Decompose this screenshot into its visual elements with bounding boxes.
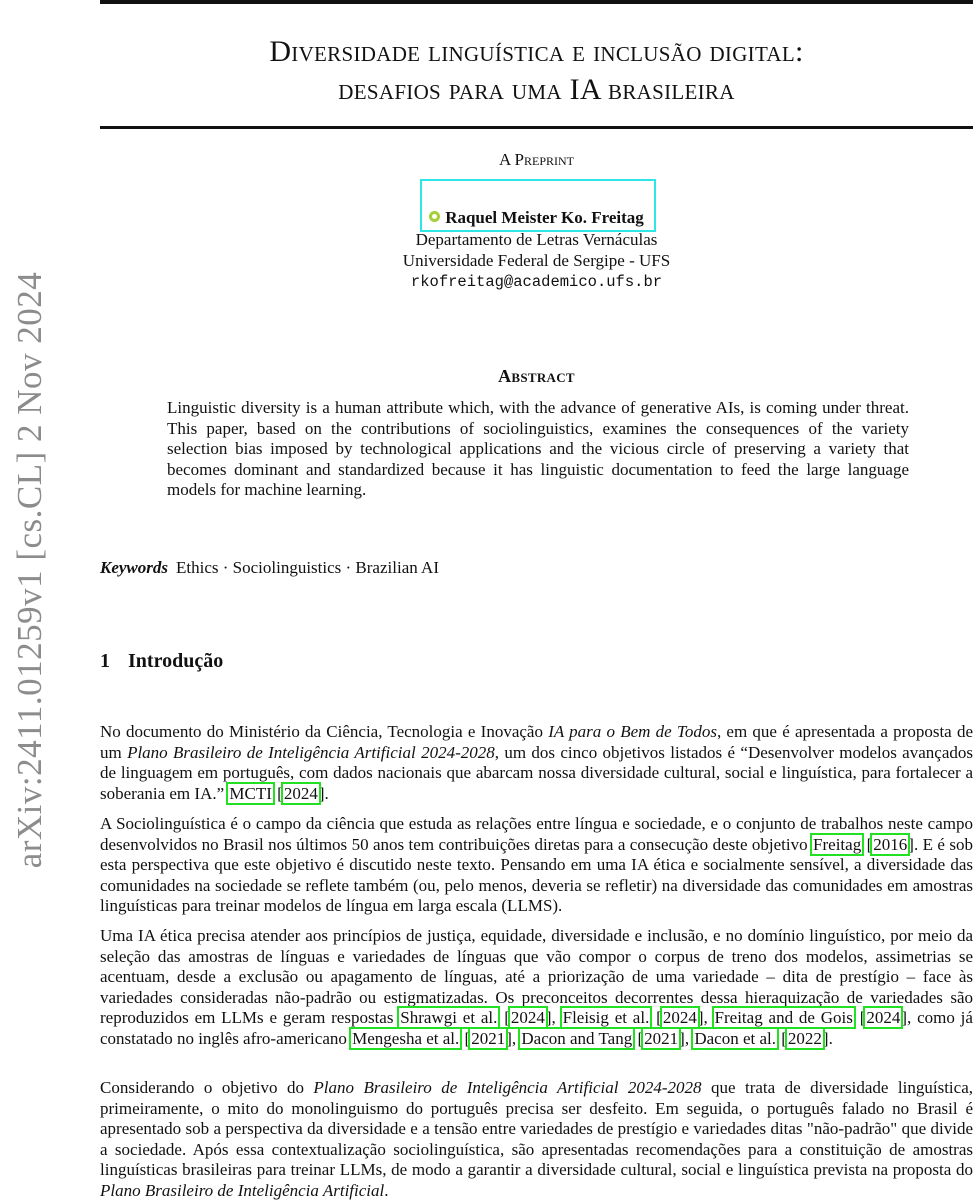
p4-emph-plan-short: Plano Brasileiro de Inteligência Artificial: [100, 1180, 385, 1200]
p3-sep: ].: [822, 1028, 833, 1048]
title-line-2: desafios para uma IA brasileira: [338, 73, 735, 106]
abstract-text: Linguistic diversity is a human attribute which, with the advance of generative AIs, is coming under threat. This paper, based on the contributions of sociolinguistics, examines the consequences of the variety selection bias imposed by technological applications and the vicious circle of preserving a variety that becomes dominant and standardized because it has linguistic documentation to feed the large language models for machine learning.: [167, 398, 909, 499]
keywords-label: Keywords: [100, 558, 168, 577]
p3-sep: [: [776, 1028, 787, 1048]
p1-text-c: , em que é apresentada a proposta de um: [100, 722, 973, 762]
p3-sep: [: [650, 1008, 662, 1027]
paragraph-2: [100, 814, 973, 917]
p1-text-a: No documento do Ministério da Ciência, Tecnologia e Inovação: [100, 722, 549, 741]
orcid-icon[interactable]: [429, 211, 440, 222]
keywords-line: [100, 558, 973, 578]
arxiv-sidebar: [0, 0, 60, 1200]
p2-text-b: [: [862, 834, 873, 854]
citation-link-mcti[interactable]: MCTI: [229, 783, 272, 803]
citation-link-freitag[interactable]: Freitag: [813, 834, 862, 854]
p3-sep: [: [498, 1008, 510, 1027]
p2-text-a: A Sociolinguística é o campo da ciência que estuda as relações entre língua e sociedade, e o conjunto de trabalhos neste campo desenvolvidos no Brasil nos últimos 50 anos tem contribuições diretas para a consecução deste objetivo: [100, 814, 973, 854]
author-university: Universidade Federal de Sergipe - UFS: [402, 251, 671, 270]
citation-link-dacon-tang[interactable]: Dacon and Tang: [521, 1028, 633, 1048]
title-rule-top: [100, 0, 973, 4]
author-name[interactable]: Raquel Meister Ko. Freitag: [445, 208, 644, 227]
p1-emph-plan: Plano Brasileiro de Inteligência Artificial 2024-2028: [127, 742, 495, 762]
paragraph-4: [100, 1078, 973, 1201]
citation-link-fleisig-year[interactable]: 2024: [662, 1008, 697, 1027]
citation-link-mengesha-year[interactable]: 2021: [471, 1028, 506, 1048]
p4-text-c: que trata de diversidade linguística, primeiramente, o mito do monolinguismo do português precisa ser desfeito. Em seguida, o português falado no Brasil é apresentado sob a perspectiva da diversidade e a tensão entre variedades de prestígio e variedades ditas "não-padrão" que divide a sociedade. Após essa contextualização sociolinguística, são apresentadas recomendações para a constituição de amostras linguísticas brasileiras para treinar LLMs, de modo a garantir a diversidade cultural, social e linguística prevista na proposta do: [100, 1078, 973, 1179]
citation-link-dacon-tang-year[interactable]: 2021: [644, 1028, 679, 1048]
p2-text-c: ]. E é sob esta perspectiva que este objetivo é discutido neste texto. Pensando em uma IA ética e socialmente sensível, a diversidade das comunidades na sociedade se reflete também (ou, pelo menos, deveria se refletir) na diversidade das comunidades em amostras linguísticas para treinar modelos de língua em larga escala (LLMS).: [100, 834, 973, 915]
arxiv-identifier: arXiv:2411.01259v1 [cs.CL] 2 Nov 2024: [10, 271, 49, 869]
citation-link-dacon-year[interactable]: 2022: [787, 1028, 822, 1048]
p3-sep: ],: [679, 1028, 694, 1048]
preprint-label: A Preprint: [498, 150, 575, 169]
p1-emph-report: IA para o Bem de Todos: [548, 722, 717, 741]
citation-link-mcti-year[interactable]: 2024: [283, 783, 318, 803]
p3-text-a: Uma IA ética precisa atender aos princípios de justiça, equidade, diversidade e inclusão, e no domínio linguístico, por meio da seleção das amostras de línguas e variedades de línguas que vão compor o corpus de treno dos modelos, assimetrias se acentuam, desde a exclusão ou apagamento de línguas, até a priorização de uma variedade – dita de prestígio – face às variedades consideradas não-padrão ou estigmatizadas. Os preconceitos decorrentes dessa hieraquização de variedades são reproduzidos em LLMs e geram respostas: [100, 926, 973, 1027]
p1-text-e: , um dos cinco objetivos listados é “Desenvolver modelos avançados de linguagem em português, com dados nacionais que abarcam nossa diversidade cultural, social e linguística, para fortalecer a soberania em IA.”: [100, 742, 973, 803]
citation-link-dacon[interactable]: Dacon et al.: [694, 1028, 776, 1048]
p3-sep: [: [460, 1028, 471, 1048]
citation-link-shrawgi-year[interactable]: 2024: [510, 1008, 545, 1027]
abstract-heading: Abstract: [498, 366, 575, 386]
citation-link-fleisig[interactable]: Fleisig et al.: [562, 1008, 650, 1027]
title-line-1: Diversidade linguística e inclusão digital:: [269, 35, 804, 68]
p4-text-e: .: [384, 1180, 389, 1200]
section-number: 1: [100, 650, 110, 672]
author-department: Departamento de Letras Vernáculas: [415, 230, 658, 249]
citation-link-shrawgi[interactable]: Shrawgi et al.: [400, 1008, 498, 1027]
paper-title: [100, 33, 973, 109]
p4-emph-plan: Plano Brasileiro de Inteligência Artificial 2024-2028: [313, 1078, 702, 1097]
p3-sep: ],: [545, 1008, 562, 1027]
p4-text-a: Considerando o objetivo do: [100, 1078, 314, 1097]
paragraph-3: [100, 926, 973, 1049]
p3-sep: [: [633, 1028, 644, 1048]
author-email[interactable]: rkofreitag@academico.ufs.br: [410, 273, 663, 291]
section-heading: [100, 650, 223, 673]
citation-link-freitag-year[interactable]: 2016: [873, 834, 908, 854]
author-name-line[interactable]: [100, 208, 973, 228]
title-rule-bottom: [100, 126, 973, 129]
p1-text-g: ].: [318, 783, 329, 803]
p3-text: ], como já constatado no inglês afro-americano: [100, 1008, 973, 1048]
keywords-text: Ethics · Sociolinguistics · Brazilian AI: [176, 558, 439, 577]
p3-sep: ],: [697, 1008, 714, 1027]
citation-link-freitag-gois-year[interactable]: 2024: [866, 1008, 901, 1027]
p3-sep: [: [853, 1008, 866, 1027]
p1-text-f: [: [272, 783, 283, 803]
citation-link-freitag-gois[interactable]: Freitag and de Gois: [714, 1008, 853, 1027]
section-title: Introdução: [128, 650, 224, 672]
paragraph-1: [100, 722, 973, 804]
citation-link-mengesha[interactable]: Mengesha et al.: [352, 1028, 460, 1048]
p3-sep: ],: [506, 1028, 521, 1048]
